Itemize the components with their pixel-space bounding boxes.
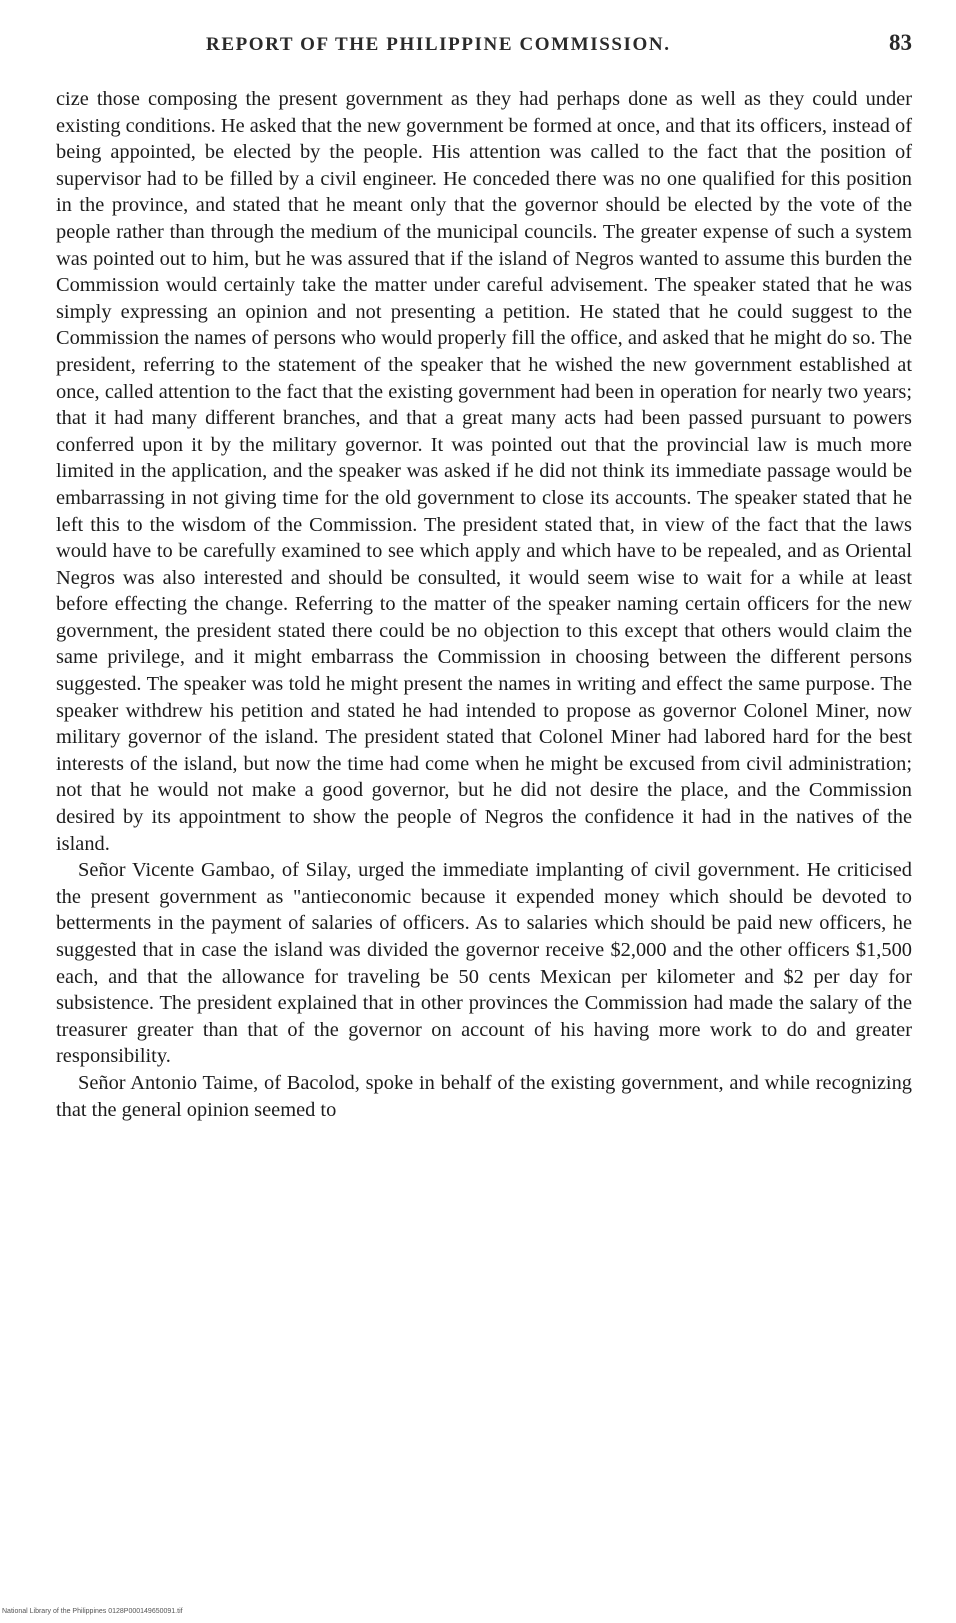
paragraph-taime: Señor Antonio Taime, of Bacolod, spoke in behalf of the existing government, and while recognizing that the general opinion seemed to	[56, 1071, 912, 1121]
page-header	[56, 30, 924, 66]
running-head: REPORT OF THE PHILIPPINE COMMISSION.	[206, 34, 671, 55]
body-text	[56, 86, 912, 1123]
paragraph-continuation: cize those composing the present government as they had perhaps done as well as they could under existing conditions. He asked that the new government be formed at once, and that its officers, instead of being appointed, be elected by the people. His attention was called to the fact that the position of supervisor had to be filled by a civil engineer. He conceded there was no one qualified for this position in the province, and stated that he meant only that the governor should be elected by the vote of the people rather than through the medium of the municipal councils. The greater expense of such a system was pointed out to him, but he was assured that if the island of Negros wanted to assume this burden the Commission would certainly take the matter under careful advisement. The speaker stated that he was simply expressing an opinion and not presenting a petition. He stated that he could suggest to the Commission the names of persons who would properly fill the office, and asked that he might do so. The president, referring to the statement of the speaker that he wished the new government established at once, called attention to the fact that the existing government had been in operation for nearly two years; that it had many different branches, and that a great many acts had been passed pursuant to powers conferred upon it by the military governor. It was pointed out that the provincial law is much more limited in the application, and the speaker was asked if he did not think its immediate passage would be embarrassing in not giving time for the old government to close its accounts. The speaker stated that he left this to the wisdom of the Commission. The president stated that, in view of the fact that the laws would have to be carefully examined to see which apply and which have to be repealed, and as Oriental Negros was also interested and should be consulted, it would seem wise to wait for a while at least before effecting the change. Referring to the matter of the speaker naming certain officers for the new government, the president stated there could be no objection to this except that others would claim the same privilege, and it might embarrass the Commission in choosing between the different persons suggested. The speaker was told he might present the names in writing and effect the same purpose. The speaker withdrew his petition and stated he had intended to propose as governor Colonel Miner, now military governor of the island. The president stated that Colonel Miner had labored hard for the best interests of the island, but now the time had come when he might be excused from civil administration; not that he would not make a good governor, but he did not desire the place, and the Commission desired by its appointment to show the people of Negros the confidence it had in the natives of the island.	[56, 88, 912, 855]
page-number: 83	[889, 30, 912, 55]
scan-footer-note: National Library of the Philippines 0128P000149650091.tif	[2, 1608, 183, 1615]
paragraph-gambao: Señor Vicente Gambao, of Silay, urged the immediate implanting of civil government. He criticised the present government as "antieconomic because it expended money which should be devoted to betterments in the payment of salaries of officers. As to salaries which should be paid new officers, he suggested that in case the island was divided the governor receive $2,000 and the other officers $1,500 each, and that the allowance for traveling be 50 cents Mexican per kilometer and $2 per day for subsistence. The president explained that in other provinces the Commission had made the salary of the treasurer greater than that of the governor on account of his having more work to do and greater responsibility.	[56, 859, 912, 1068]
